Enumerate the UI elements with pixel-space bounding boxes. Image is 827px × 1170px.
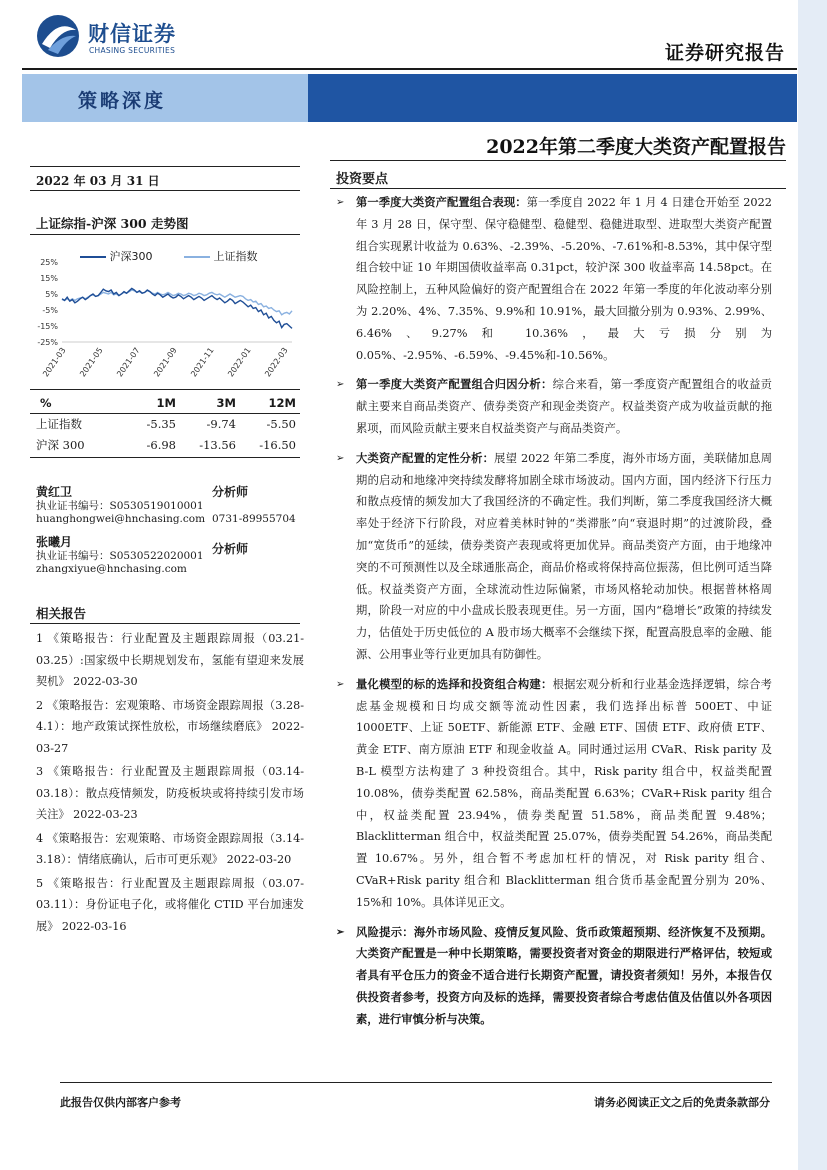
chart-section-title: 上证综指-沪深 300 走势图 (36, 216, 189, 231)
table-rule-bottom (30, 457, 300, 458)
footer-disclaimer-link[interactable]: 请务必阅读正文之后的免责条款部分 (594, 1096, 770, 1109)
x-tick-label: 2021-03 (41, 345, 68, 379)
related-reports-list (36, 628, 304, 939)
point-item (336, 674, 772, 914)
footer-left: 此报告仅供内部客户参考 (60, 1096, 181, 1109)
trend-chart (30, 258, 300, 382)
analyst-role-card (212, 486, 302, 526)
x-tick-label: 2021-11 (189, 345, 216, 379)
point-text: 展望 2022 年第二季度，海外市场方面，美联储加息周期的启动和地缘冲突持续发酵将加剧全球市场波动。国内方面，国内经济下行压力和散点疫情的频发加大了我国经济的不确定性。我们判断，第二季度我国经济大概率处于经济下行阶段，对应着美林时钟的“类滞胀”向“衰退时期”的过渡阶段，叠加“宽货币”的延续，债券类资产表现或将更加优异。商品类资产方面，由于地缘冲突的不可预测性以及全球通胀高企，商品价格或将保持高位振荡，但比例可适当降低。权益类资产方面，全球流动性边际偏紧，市场风格轮动加快。根据普林格周期，阶段一对应的中小盘成长股表现更佳。另一方面，国内“稳增长”政策的持续发力，估值处于历史低位的 A 股市场大概率不会继续下探，配置高股息率的金融、能源、公用事业等行业更加具有防御性。 (356, 451, 772, 661)
performance-table (36, 392, 296, 455)
table-cell: -6.98 (146, 437, 176, 452)
title-rule (330, 160, 786, 161)
legend-label-sh: 上证指数 (213, 250, 258, 263)
table-cell: -16.50 (259, 437, 296, 452)
report-title: 2022年第二季度大类资产配置报告 (486, 136, 786, 158)
banner-accent (308, 74, 797, 122)
table-cell: -13.56 (199, 437, 236, 452)
risk-warning (336, 922, 772, 1031)
analyst-cert: 执业证书编号：S0530522020001 (36, 550, 204, 562)
point-text: 第一季度自 2022 年 1 月 4 日建仓开始至 2022 年 3 月 28 日，保守型、保守稳健型、稳健型、稳健进取型、进取型大类资产配置组合实现累计收益为 0.63%、-2.39%、-5.20%、-7.61%和-8.53%，其中保守型组合较中证 10 年期国债收益率高 0.31pct，较沪深 300 收益率高 14.58pct。在风险控制上，五种风险偏好的资产配置组合在 2022 年第一季度的年化波动率分别为 2.20%、4%、7.35%、9.9%和 10.91%，最大回撤分别为 0.93%、2.99%、6.46%、9.27%和 10.36%，最大亏损分别为 0.05%、-2.95%、-6.59%、-9.45%和-10.56%。 (356, 196, 772, 362)
report-date: 2022 年 03 月 31 日 (36, 174, 160, 188)
analyst-card (36, 536, 211, 576)
x-tick-label: 2022-03 (263, 345, 290, 379)
x-tick-label: 2021-07 (115, 345, 142, 379)
point-lead: 大类资产配置的定性分析： (356, 450, 495, 465)
table-row (36, 434, 296, 455)
investment-points (336, 192, 772, 1038)
bullet-arrow-icon: ➢ (336, 197, 345, 208)
y-tick-label: -25% (37, 338, 58, 347)
header-rule (22, 68, 797, 70)
point-lead: 量化模型的标的选择和投资组合构建： (356, 676, 553, 691)
analyst-name: 黄红卫 (36, 485, 73, 499)
table-rule-top (30, 389, 300, 390)
y-tick-label: 25% (40, 258, 58, 267)
y-tick-label: 15% (40, 274, 58, 283)
investment-points-title: 投资要点 (336, 172, 389, 187)
point-lead: 第一季度大类资产配置组合归因分析： (356, 377, 553, 392)
x-tick-label: 2021-05 (78, 345, 105, 379)
table-header-row (36, 392, 296, 413)
logo-name-cn: 财信证券 (88, 22, 176, 46)
bullet-arrow-icon: ➢ (336, 452, 345, 464)
date-rule-bottom (30, 190, 300, 191)
analyst-role: 分析师 (212, 485, 249, 499)
table-cell: 沪深 300 (36, 437, 85, 452)
report-type: 证券研究报告 (664, 42, 785, 64)
risk-text: 风险提示：海外市场风险、疫情反复风险、货币政策超预期、经济恢复不及预期。大类资产配置是一种中长期策略，需要投资者对资金的期限进行严格评估，较短或者具有平仓压力的资金不适合进行长期资产配置，请投资者须知！另外，本报告仅供投资者参考，投资方向及标的选择，需要投资者综合考虑估值及估值以外各项因素，进行审慎分析与决策。 (356, 924, 772, 1026)
table-cell: -5.35 (146, 416, 176, 431)
side-strip (798, 0, 827, 1170)
table-cell: -9.74 (206, 416, 236, 431)
related-report-link[interactable]: 4 《策略报告：宏观策略、市场资金跟踪周报（3.14-3.18）：情绪底确认，后市可更乐观》 2022-03-20 (36, 831, 304, 866)
table-header: 12M (268, 395, 296, 410)
x-tick-label: 2021-09 (152, 345, 179, 379)
table-rule-mid (30, 413, 300, 414)
table-row (36, 413, 296, 434)
analyst-role: 分析师 (212, 542, 249, 556)
chart-title-rule (30, 234, 300, 235)
analyst-name: 张曦月 (36, 535, 73, 549)
category-label: 策略深度 (77, 90, 166, 112)
x-tick-label: 2022-01 (226, 345, 253, 379)
table-header: 3M (216, 395, 236, 410)
analyst-email[interactable]: huanghongwei@hnchasing.com (36, 513, 206, 525)
related-report-link[interactable]: 2 《策略报告：宏观策略、市场资金跟踪周报（3.28-4.1）：地产政策试探性放松，市场继续磨底》 2022-03-27 (36, 698, 304, 755)
table-cell: 上证指数 (36, 416, 82, 431)
analyst-phone: 0731-89955704 (212, 513, 296, 525)
table-cell: -5.50 (266, 416, 296, 431)
analyst-email[interactable]: zhangxiyue@hnchasing.com (36, 563, 187, 575)
y-tick-label: -5% (42, 306, 58, 315)
related-rule (30, 623, 300, 624)
bullet-arrow-icon: ➢ (336, 926, 345, 938)
y-tick-label: 5% (45, 290, 58, 299)
point-item (336, 448, 772, 666)
related-report-link[interactable]: 5 《策略报告：行业配置及主题跟踪周报（03.07-03.11）：身份证电子化，或将催化 CTID 平台加速发展》 2022-03-16 (36, 876, 304, 933)
point-text: 综合来看，第一季度资产配置组合的收益贡献主要来自商品类资产、债券类资产和现金类资产。权益类资产成为收益贡献的拖累项，而风险贡献主要来自权益类资产与商品类资产。 (356, 378, 772, 435)
points-rule (330, 188, 786, 189)
date-rule-top (30, 166, 300, 167)
logo-name-en: CHASING SECURITIES (89, 46, 176, 55)
bullet-arrow-icon: ➢ (336, 379, 345, 391)
point-item (336, 192, 772, 366)
analyst-role-card (212, 543, 302, 557)
table-header: % (40, 395, 52, 410)
legend-label-hs300: 沪深300 (109, 250, 153, 263)
analyst-cert: 执业证书编号：S0530519010001 (36, 500, 204, 512)
point-item (336, 374, 772, 439)
related-reports-title: 相关报告 (36, 606, 87, 621)
y-tick-label: -15% (37, 322, 58, 331)
bullet-arrow-icon: ➢ (336, 678, 345, 690)
related-report-link[interactable]: 1 《策略报告：行业配置及主题跟踪周报（03.21-03.25）:国家级中长期规划发布，氢能有望迎来发展契机》 2022-03-30 (36, 632, 304, 688)
analyst-card (36, 486, 211, 526)
company-logo-icon (36, 14, 80, 58)
point-text: 根据宏观分析和行业基金选择逻辑，综合考虑基金规模和日均成交额等流动性因素，我们选择出标普 500ET、中证 1000ETF、上证 50ETF、新能源 ETF、金融 ETF、国债 ETF、政府债 ETF、黄金 ETF、南方原油 ETF 和现金收益 A。同时通过运用 CVaR、Risk parity 及 B-L 模型方法构建了 3 种投资组合。其中，Risk parity 组合中，权益类配置 10.08%，债券类配置 62.58%，商品类配置 6.63%；CVaR+Risk parity 组合中，权益类配置 23.94%，债券类配置 51.58%，商品类配置 9.48%；Blacklitterman 组合中，权益类配置 25.07%，债券类配置 54.26%，商品类配置 10.67%。另外，组合暂不考虑加杠杆的情况，对 Risk parity 组合、CVaR+Risk parity 组合和 Blacklitterman 组合货币基金配置分别为 20%、15%和 10%。具体详见正文。 (356, 677, 772, 909)
table-header: 1M (156, 395, 176, 410)
footer-rule (60, 1082, 772, 1083)
related-report-link[interactable]: 3 《策略报告：行业配置及主题跟踪周报（03.14-03.18）：散点疫情频发，防疫板块或将持续引发市场关注》 2022-03-23 (36, 765, 304, 821)
point-lead: 第一季度大类资产配置组合表现： (356, 195, 527, 209)
